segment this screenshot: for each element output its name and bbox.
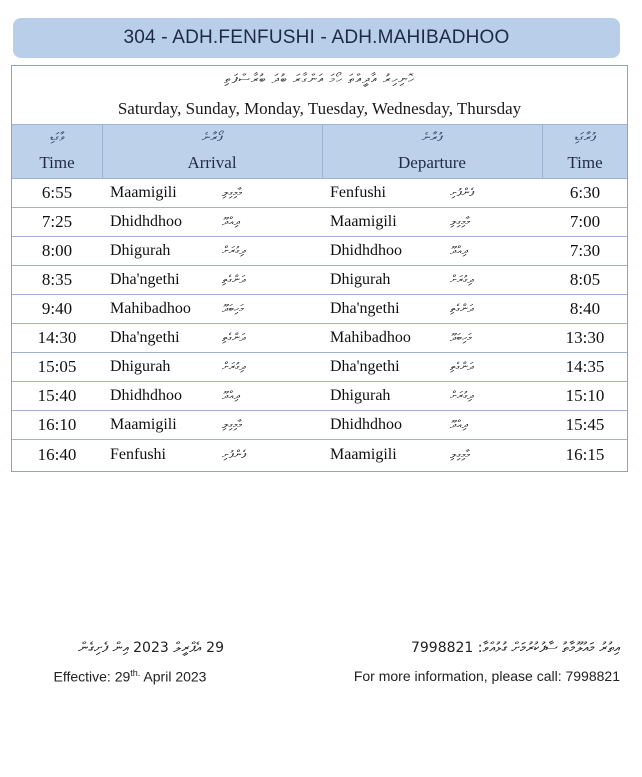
arrival-time: 16:40 [37, 444, 77, 464]
departure-island: Dhidhdhoo [330, 242, 402, 259]
header-arrival-dv: ފޯރާނެ [201, 130, 223, 144]
arrival-island: Maamigili [110, 184, 177, 201]
header-departure-time [542, 125, 628, 178]
arrival-island-dv: ދަންގެތި [222, 331, 246, 344]
header-arrival-time-dv: ވާގަޑި [49, 130, 65, 144]
departure-island: Fenfushi [330, 184, 386, 201]
table-row [12, 179, 627, 208]
contact-info: For more information, please call: 7998821 [353, 668, 620, 684]
departure-island-dv: މާމިގިލި [450, 215, 470, 228]
effective-date-suffix: April 2023 [140, 668, 207, 685]
arrival-time: 14:30 [37, 328, 77, 347]
departure-time: 8:40 [569, 299, 601, 318]
arrival-island: Dhidhdhoo [110, 213, 182, 230]
departure-time: 15:10 [565, 386, 605, 405]
header-arrival [102, 125, 322, 178]
effective-date-ordinal: th. [130, 668, 141, 678]
departure-island: Maamigili [330, 445, 397, 463]
departure-island-dv: ދަންގެތި [450, 360, 474, 373]
column-divider [322, 124, 323, 179]
departure-island-dv: މަހިބަދޫ [450, 331, 472, 344]
days-english: Saturday, Sunday, Monday, Tuesday, Wednesday, Thursday [117, 99, 522, 118]
header-departure-time-en: Time [567, 153, 603, 172]
departure-island-dv: ދިގުރަށް [450, 273, 474, 286]
departure-island-dv: ދިއްދޫ [450, 244, 469, 257]
arrival-island-dv: މާމިގިލި [222, 186, 242, 199]
header-departure-en: Departure [398, 153, 466, 172]
arrival-time: 7:25 [41, 212, 73, 231]
arrival-island: Mahibadhoo [110, 300, 191, 317]
table-row [12, 237, 627, 266]
arrival-island-dv: މާމިގިލި [222, 418, 242, 431]
departure-island-dv: ފެންފުށި [450, 186, 475, 199]
arrival-island-dv: ދަންގެތި [222, 273, 246, 286]
column-divider [102, 124, 103, 179]
table-row [12, 353, 627, 382]
departure-time: 13:30 [565, 328, 605, 347]
header-departure-dv: ފުރާނެ [421, 130, 443, 144]
table-row [12, 382, 627, 411]
arrival-island: Maamigili [110, 416, 177, 433]
arrival-island: Dha'ngethi [110, 329, 180, 346]
arrival-time: 16:10 [37, 415, 77, 434]
arrival-time: 6:55 [41, 183, 73, 202]
arrival-island-dv: މަހިބަދޫ [222, 302, 244, 315]
departure-island-dv: މާމިގިލި [450, 447, 470, 461]
departure-time: 7:00 [569, 212, 601, 231]
effective-date [30, 668, 230, 685]
header-departure-time-dv: ފުރާގަޑި [574, 130, 596, 144]
departure-time: 15:45 [565, 415, 605, 434]
arrival-time: 15:05 [37, 357, 77, 376]
column-divider [542, 124, 543, 179]
departure-island-dv: ދަންގެތި [450, 302, 474, 315]
table-header [12, 124, 627, 179]
departure-time: 8:05 [569, 270, 601, 289]
departure-time: 14:35 [565, 357, 605, 376]
timetable [11, 65, 628, 472]
departure-island: Dhidhdhoo [330, 416, 402, 433]
table-row [12, 324, 627, 353]
departure-time: 7:30 [569, 241, 601, 260]
effective-date-dhivehi: 29 އެޕްރީލް 2023 އިން ފެށިގެން [78, 640, 224, 656]
arrival-island-dv: ދިއްދޫ [222, 215, 241, 228]
arrival-island-dv: ދިގުރަށް [222, 244, 246, 257]
arrival-island: Dha'ngethi [110, 271, 180, 288]
departure-island: Maamigili [330, 213, 397, 230]
arrival-island: Fenfushi [110, 445, 166, 463]
departure-island: Dha'ngethi [330, 358, 400, 375]
departure-island-dv: ދިގުރަށް [450, 389, 474, 402]
contact-info-dhivehi: އިތުރު މައުލޫމާތު ސާފުކުރުމަށް ގުޅުއްވާ: 7998821 [410, 640, 620, 656]
table-row [12, 208, 627, 237]
departure-island: Dhigurah [330, 387, 391, 404]
arrival-island-dv: ދިގުރަށް [222, 360, 246, 373]
days-dhivehi: ހޮނިހިރު އާދީއްތަ ހޯމަ އަންގާރަ ބުދަ ބުރާސްފަތި [224, 72, 415, 87]
table-row [12, 411, 627, 440]
arrival-island-dv: ފެންފުށި [222, 447, 247, 461]
arrival-time: 15:40 [37, 386, 77, 405]
departure-island: Mahibadhoo [330, 329, 411, 346]
departure-time: 6:30 [569, 183, 601, 202]
header-arrival-time [12, 125, 102, 178]
arrival-island-dv: ދިއްދޫ [222, 389, 241, 402]
arrival-island: Dhigurah [110, 358, 171, 375]
header-departure [322, 125, 542, 178]
header-arrival-time-en: Time [39, 153, 75, 172]
departure-time: 16:15 [565, 444, 605, 464]
table-row [12, 295, 627, 324]
effective-date-prefix: Effective: 29 [53, 668, 131, 685]
arrival-time: 8:00 [41, 241, 73, 260]
departure-island-dv: ދިއްދޫ [450, 418, 469, 431]
route-title: 304 - ADH.FENFUSHI - ADH.MAHIBADHOO [13, 18, 620, 58]
table-row [12, 440, 627, 469]
header-arrival-en: Arrival [187, 153, 237, 172]
table-row [12, 266, 627, 295]
arrival-island: Dhigurah [110, 242, 171, 259]
arrival-time: 8:35 [41, 270, 73, 289]
departure-island: Dha'ngethi [330, 300, 400, 317]
operating-days [12, 66, 627, 124]
arrival-time: 9:40 [41, 299, 73, 318]
departure-island: Dhigurah [330, 271, 391, 288]
arrival-island: Dhidhdhoo [110, 387, 182, 404]
